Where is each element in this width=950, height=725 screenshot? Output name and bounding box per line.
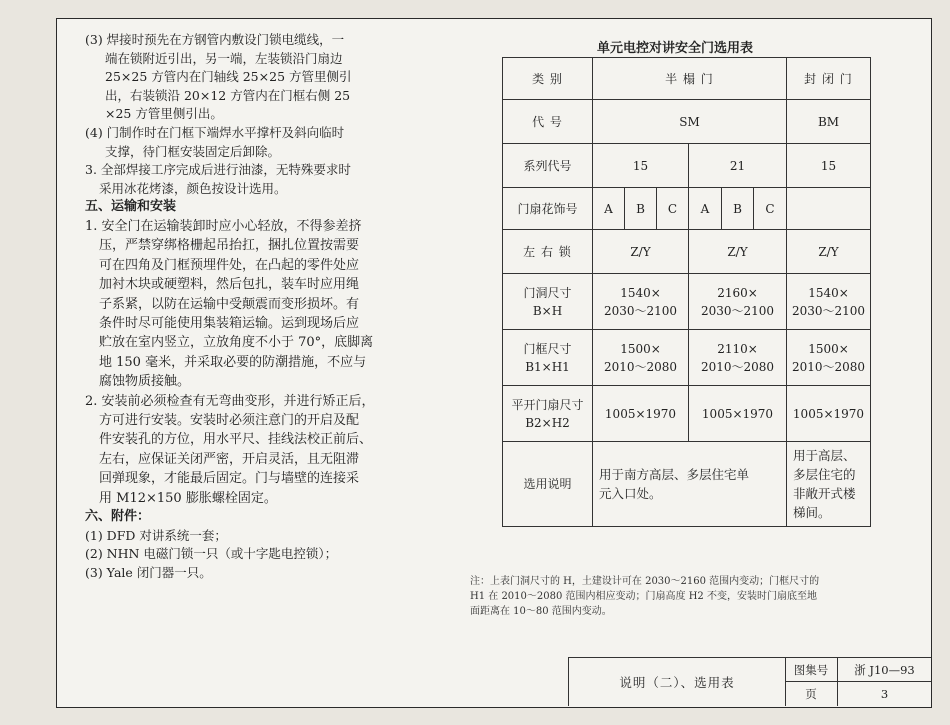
frame-value: 1500× 2010～2080 bbox=[593, 330, 689, 386]
s5-item-1-line: 可在四角及门框预埋件处，在凸起的零件处应 bbox=[99, 257, 360, 273]
s5-item-2-line: 2. 安装前必须检查有无弯曲变形，并进行矫正后， bbox=[85, 393, 375, 409]
s5-item-2-line: 用 M12×150 膨胀螺栓固定。 bbox=[99, 490, 277, 506]
instructions-text bbox=[85, 31, 465, 582]
item-3-line: 25×25 方管内在门轴线 25×25 方管里侧引 bbox=[105, 69, 352, 85]
title-block bbox=[568, 657, 931, 706]
row-label-leaf: 平开门扇尺寸 B2×H2 bbox=[503, 386, 593, 442]
row-label-frame: 门框尺寸 B1×H1 bbox=[503, 330, 593, 386]
code-closed: BM bbox=[787, 100, 871, 144]
clause-3-line: 采用冰花烤漆，颜色按设计选用。 bbox=[99, 180, 287, 196]
leaf-value: 1005×1970 bbox=[593, 386, 689, 442]
opening-value: 1540× 2030～2100 bbox=[593, 274, 689, 330]
section-6-heading: 六、附件： bbox=[85, 509, 151, 525]
lock-value: Z/Y bbox=[689, 230, 787, 274]
item-3-line: 端在锁附近引出，另一端，左装锁沿门扇边 bbox=[105, 50, 343, 66]
clause-3-line: 3. 全部焊接工序完成后进行油漆，无特殊要求时 bbox=[85, 162, 351, 178]
accessory-item: (2) NHN 电磁门锁一只（或十字匙电控锁）； bbox=[85, 546, 338, 562]
pattern-empty bbox=[787, 188, 871, 230]
item-4-line: 支撑，待门框安装固定后卸除。 bbox=[105, 143, 281, 159]
table-title: 单元电控对讲安全门选用表 bbox=[597, 41, 754, 56]
leaf-value: 1005×1970 bbox=[689, 386, 787, 442]
s5-item-1-line: 腐蚀物质接触。 bbox=[99, 374, 191, 390]
series-value: 21 bbox=[689, 144, 787, 188]
usage-closed: 用于高层、 多层住宅的 非敞开式楼 梯间。 bbox=[787, 442, 871, 527]
pattern-value: A bbox=[689, 188, 722, 230]
item-3-line: (3) 焊接时预先在方钢管内敷设门锁电缆线，一 bbox=[85, 32, 345, 47]
row-label-lock: 左 右 锁 bbox=[503, 230, 593, 274]
s5-item-1-line: 地 150 毫米，并采取必要的防潮措施，不应与 bbox=[99, 354, 367, 370]
drawing-name: 说明（二）、选用表 bbox=[569, 658, 786, 706]
row-label-code: 代 号 bbox=[503, 100, 593, 144]
accessory-item: (3) Yale 闭门器一只。 bbox=[85, 564, 212, 580]
page-label: 页 bbox=[785, 682, 838, 706]
s5-item-1-line: 加衬木块或硬塑料，然后包扎，装车时应用绳 bbox=[99, 277, 360, 293]
leaf-value: 1005×1970 bbox=[787, 386, 871, 442]
s5-item-1-line: 1. 安全门在运输装卸时应小心轻放，不得参差挤 bbox=[85, 218, 362, 234]
frame-value: 2110× 2010～2080 bbox=[689, 330, 787, 386]
page-number: 3 bbox=[880, 687, 889, 701]
lock-value: Z/Y bbox=[593, 230, 689, 274]
drawing-sheet bbox=[56, 18, 932, 708]
s5-item-2-line: 方可进行安装。安装时必须注意门的开启及配 bbox=[99, 413, 360, 428]
series-value: 15 bbox=[593, 144, 689, 188]
opening-value: 1540× 2030～2100 bbox=[787, 274, 871, 330]
opening-value: 2160× 2030～2100 bbox=[689, 274, 787, 330]
row-label-usage: 选用说明 bbox=[503, 442, 593, 527]
s5-item-1-line: 压，严禁穿绑格栅起吊抬扛，捆扎位置按需要 bbox=[99, 238, 360, 254]
row-label-category: 类 别 bbox=[503, 58, 593, 100]
s5-item-1-line: 条件时尽可能使用集装箱运输。运到现场后应 bbox=[99, 315, 360, 331]
table-row bbox=[503, 386, 871, 442]
series-value: 15 bbox=[787, 144, 871, 188]
row-label-pattern: 门扇花饰号 bbox=[503, 188, 593, 230]
table-row bbox=[503, 144, 871, 188]
section-5-heading: 五、运输和安装 bbox=[85, 199, 177, 215]
table-row bbox=[503, 230, 871, 274]
s5-item-2-line: 回弹现象，才能最后固定。门与墙壁的连接采 bbox=[99, 471, 360, 487]
item-4-line: (4) 门制作时在门框下端焊水平撑杆及斜向临时 bbox=[85, 124, 345, 140]
selection-table bbox=[502, 57, 871, 527]
lock-value: Z/Y bbox=[787, 230, 871, 274]
pattern-value: B bbox=[722, 188, 754, 230]
pattern-value: A bbox=[593, 188, 625, 230]
row-label-series: 系列代号 bbox=[503, 144, 593, 188]
accessory-item: (1) DFD 对讲系统一套； bbox=[85, 527, 227, 543]
table-row bbox=[503, 100, 871, 144]
pattern-value: C bbox=[657, 188, 689, 230]
pattern-value: B bbox=[625, 188, 657, 230]
atlas-value: 浙 J10—93 bbox=[838, 658, 931, 682]
s5-item-1-line: 贮放在室内竖立，立放角度不小于 70°，底脚离 bbox=[99, 335, 374, 351]
table-row bbox=[503, 188, 871, 230]
atlas-label: 图集号 bbox=[785, 658, 838, 682]
s5-item-1-line: 子系紧，以防在运输中受颠震而变形损坏。有 bbox=[99, 296, 360, 312]
table-row bbox=[503, 58, 871, 100]
table-footnote: 注：上表门洞尺寸的 H，土建设计可在 2030～2160 范围内变动；门框尺寸的 H1 在 2010～2080 范围内相应变动；门扇高度 H2 不变，安装时门扇底至地 面距离在 10～80 范围内变动。 bbox=[470, 576, 820, 617]
s5-item-2-line: 件安装孔的方位，用水平尺、挂线法校正前后、 bbox=[99, 432, 373, 448]
table-row bbox=[503, 330, 871, 386]
category-closed: 封 闭 门 bbox=[787, 58, 871, 100]
category-half: 半 榻 门 bbox=[593, 58, 787, 100]
table-row bbox=[503, 274, 871, 330]
item-3-line: 出，右装锁沿 20×12 方管内在门框右侧 25 bbox=[105, 87, 351, 103]
table-row bbox=[503, 442, 871, 527]
item-3-line: ×25 方管里侧引出。 bbox=[105, 106, 223, 122]
frame-value: 1500× 2010～2080 bbox=[787, 330, 871, 386]
pattern-value: C bbox=[754, 188, 787, 230]
code-half: SM bbox=[593, 100, 787, 144]
usage-half: 用于南方高层、多层住宅单 元入口处。 bbox=[593, 442, 787, 527]
s5-item-2-line: 左右，应保证关闭严密，开启灵活，且无阻滞 bbox=[99, 451, 360, 467]
row-label-opening: 门洞尺寸 B×H bbox=[503, 274, 593, 330]
